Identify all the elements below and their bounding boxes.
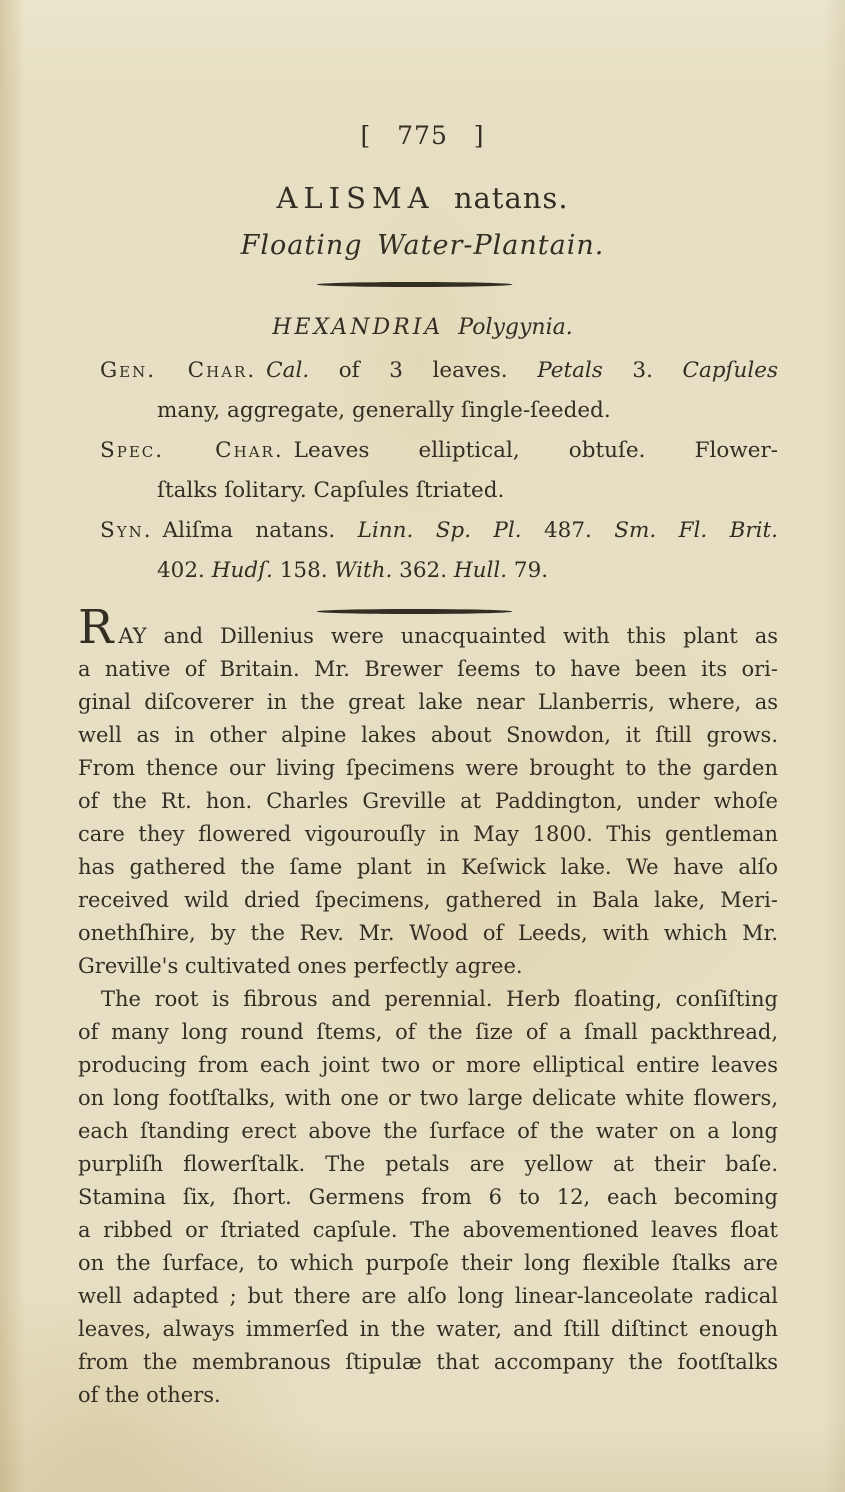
- entry-label: Gen. Char.: [100, 358, 257, 383]
- text-line: Greville's cultivated ones perfectly agree.: [78, 954, 523, 978]
- text-line: ſtalks ſolitary. Capſules ſtriated.: [157, 478, 505, 503]
- text-line: of the Rt. hon. Charles Greville at Paddington, under whoſe: [78, 789, 778, 813]
- text-line: onethſhire, by the Rev. Mr. Wood of Leeds, with which Mr.: [78, 921, 778, 945]
- entry-label: Spec. Char.: [100, 438, 284, 463]
- text-line: from the membranous ſtipulæ that accompany the footſtalks: [78, 1350, 778, 1374]
- page-number: [ 775 ]: [360, 121, 485, 150]
- text-line: producing from each joint two or more elliptical entire leaves: [78, 1053, 778, 1077]
- text-line: care they flowered vigourouſly in May 1800. This gentleman: [78, 822, 778, 846]
- text-line: a native of Britain. Mr. Brewer ſeems to have been its ori-: [78, 657, 778, 681]
- species-epithet: natans.: [453, 181, 569, 215]
- text-line: From thence our living ſpecimens were brought to the garden: [78, 756, 778, 780]
- text-line: on the ſurface, to which purpoſe their long flexible ſtalks are: [78, 1251, 778, 1275]
- text-line: of the others.: [78, 1383, 221, 1407]
- text-line: has gathered the ſame plant in Keſwick lake. We have alſo: [78, 855, 778, 879]
- characters-block: [100, 351, 778, 591]
- text-line: Stamina ſix, ſhort. Germens from 6 to 12, each becoming: [78, 1185, 778, 1209]
- section-divider-middle: [317, 609, 513, 614]
- body-text: [78, 600, 778, 1412]
- drop-initial: R: [78, 600, 117, 655]
- section-divider-top: [317, 282, 513, 287]
- class-name: HEXANDRIA: [272, 315, 444, 340]
- character-entry: [100, 431, 778, 511]
- character-entry: [100, 511, 778, 591]
- text-line: each ſtanding erect above the ſurface of the water on a long: [78, 1119, 778, 1143]
- text-line: Gen. Char. Cal. of 3 leaves. Petals 3. Capſules: [100, 358, 778, 383]
- text-line: ginal diſcoverer in the great lake near Llanberris, where, as: [78, 690, 778, 714]
- text-line: well adapted ; but there are alſo long linear-lanceolate radical: [78, 1284, 778, 1308]
- order-name: Polygynia.: [458, 315, 573, 340]
- text-line: on long footſtalks, with one or two large delicate white flowers,: [78, 1086, 778, 1110]
- genus-name: ALISMA: [276, 181, 435, 215]
- text-line: many, aggregate, generally ſingle-ſeeded.: [157, 398, 611, 423]
- text-line: RAY and Dillenius were unacquainted with this plant as: [78, 600, 778, 655]
- linnaean-classification: [0, 313, 845, 343]
- paragraph: [78, 983, 778, 1412]
- text-line: Spec. Char. Leaves elliptical, obtuſe. Flower-: [100, 438, 778, 463]
- character-entry: [100, 351, 778, 431]
- text-line: well as in other alpine lakes about Snowdon, it ſtill grows.: [78, 723, 778, 747]
- text-line: Syn. Aliſma natans. Linn. Sp. Pl. 487. Sm. Fl. Brit.: [100, 518, 778, 543]
- text-line: purpliſh flowerſtalk. The petals are yellow at their baſe.: [78, 1152, 778, 1176]
- text-line: The root is fibrous and perennial. Herb floating, conſiſting: [101, 987, 778, 1011]
- text-line: received wild dried ſpecimens, gathered in Bala lake, Meri-: [78, 888, 778, 912]
- text-line: a ribbed or ſtriated capſule. The abovementioned leaves float: [78, 1218, 778, 1242]
- text-line: leaves, always immerſed in the water, and ſtill diſtinct enough: [78, 1317, 778, 1341]
- species-title: [0, 180, 845, 216]
- text-line: 402. Hudſ. 158. With. 362. Hull. 79.: [157, 558, 549, 583]
- paragraph: [78, 600, 778, 983]
- text-line: of many long round ſtems, of the ſize of a ſmall packthread,: [78, 1020, 778, 1044]
- common-name: Floating Water-Plantain.: [240, 230, 605, 261]
- entry-label: Syn.: [100, 518, 153, 543]
